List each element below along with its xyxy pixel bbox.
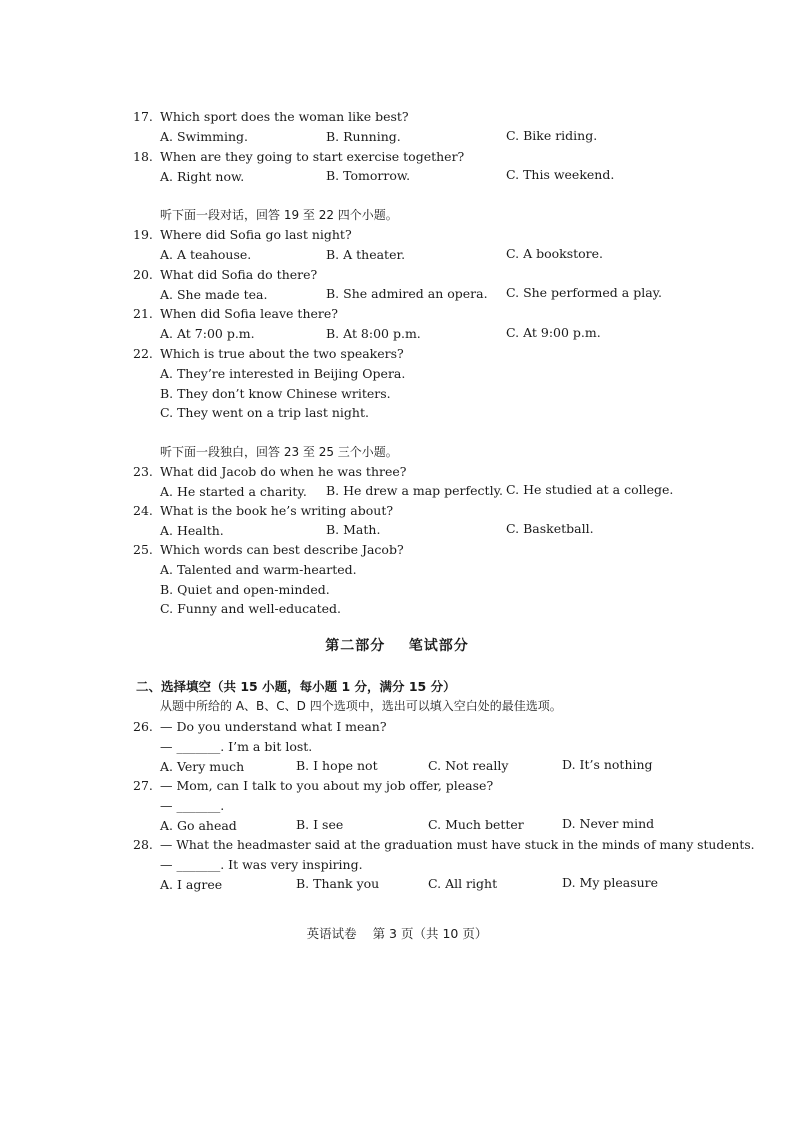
question-number: 20.: [133, 267, 153, 282]
option-a: A. They’re interested in Beijing Opera.: [160, 366, 406, 381]
question-text: What is the book he’s writing about?: [160, 503, 394, 518]
option-c: C. Not really: [428, 758, 509, 773]
option-b: B. They don’t know Chinese writers.: [160, 386, 391, 401]
question-text: Where did Sofia go last night?: [160, 227, 352, 242]
question-text: What did Sofia do there?: [160, 267, 318, 282]
option-b: B. Thank you: [296, 876, 380, 891]
option-c: C. Funny and well-educated.: [160, 601, 342, 616]
dialogue-line-1: — What the headmaster said at the graduation must have stuck in the minds of many students.: [160, 838, 755, 852]
option-b: B. I hope not: [296, 758, 378, 773]
question-number: 18.: [133, 149, 153, 164]
option-b: B. Running.: [326, 129, 401, 144]
question-number: 28.: [133, 837, 153, 852]
option-c: C. He studied at a college.: [506, 482, 674, 497]
question-text: Which sport does the woman like best?: [160, 109, 409, 124]
option-c: C. Bike riding.: [506, 128, 598, 143]
option-c: C. Much better: [428, 817, 524, 832]
option-c: C. Basketball.: [506, 521, 594, 536]
option-c: C. They went on a trip last night.: [160, 405, 369, 420]
option-a: A. Health.: [160, 523, 224, 538]
option-d: D. My pleasure: [562, 875, 659, 890]
dialogue-line-2: — _______. It was very inspiring.: [160, 857, 363, 872]
option-a: A. I agree: [160, 877, 223, 892]
question-number: 23.: [133, 464, 153, 479]
question-number: 17.: [133, 109, 153, 124]
option-a: A. Right now.: [160, 169, 245, 184]
listening-instruction: 听下面一段独白，回答 23 至 25 三个小题。: [160, 445, 398, 459]
option-c: C. All right: [428, 876, 498, 891]
dialogue-line-2: — _______. I’m a bit lost.: [160, 739, 313, 754]
option-a: A. He started a charity.: [160, 484, 307, 499]
option-c: C. She performed a play.: [506, 285, 663, 300]
option-c: C. This weekend.: [506, 167, 615, 182]
question-number: 26.: [133, 719, 153, 734]
section-title: 二、选择填空（共 15 小题，每小题 1 分，满分 15 分）: [136, 679, 456, 694]
question-number: 21.: [133, 306, 153, 321]
option-a: A. At 7:00 p.m.: [160, 326, 255, 341]
question-number: 24.: [133, 503, 153, 518]
option-b: B. She admired an opera.: [326, 286, 488, 301]
option-d: D. It’s nothing: [562, 757, 653, 772]
listening-instruction: 听下面一段对话，回答 19 至 22 四个小题。: [160, 208, 398, 222]
option-a: A. Swimming.: [160, 129, 248, 144]
option-d: D. Never mind: [562, 816, 655, 831]
option-a: A. Talented and warm-hearted.: [160, 562, 357, 577]
option-a: A. Very much: [160, 759, 245, 774]
question-text: Which words can best describe Jacob?: [160, 542, 404, 557]
option-b: B. He drew a map perfectly.: [326, 483, 503, 498]
question-number: 25.: [133, 542, 153, 557]
option-b: B. At 8:00 p.m.: [326, 326, 421, 341]
question-text: What did Jacob do when he was three?: [160, 464, 407, 479]
option-a: A. A teahouse.: [160, 247, 252, 262]
question-number: 27.: [133, 778, 153, 793]
option-b: B. I see: [296, 817, 344, 832]
option-c: C. At 9:00 p.m.: [506, 325, 601, 340]
option-a: A. She made tea.: [160, 287, 268, 302]
dialogue-line-1: — Do you understand what I mean?: [160, 719, 387, 734]
question-number: 19.: [133, 227, 153, 242]
option-a: A. Go ahead: [160, 818, 237, 833]
option-b: B. A theater.: [326, 247, 406, 262]
part-title: 第二部分 笔试部分: [325, 638, 469, 654]
question-text: When did Sofia leave there?: [160, 306, 338, 321]
option-b: B. Quiet and open-minded.: [160, 582, 330, 597]
option-b: B. Tomorrow.: [326, 168, 411, 183]
dialogue-line-1: — Mom, can I talk to you about my job offer, please?: [160, 778, 494, 793]
page-footer: 英语试卷 第 3 页（共 10 页）: [306, 926, 488, 941]
option-b: B. Math.: [326, 522, 381, 537]
question-text: Which is true about the two speakers?: [160, 346, 404, 361]
section-instruction: 从题中所给的 A、B、C、D 四个选项中，选出可以填入空白处的最佳选项。: [160, 699, 562, 713]
option-c: C. A bookstore.: [506, 246, 604, 261]
dialogue-line-2: — _______.: [160, 798, 225, 813]
question-number: 22.: [133, 346, 153, 361]
question-text: When are they going to start exercise together?: [160, 149, 465, 164]
